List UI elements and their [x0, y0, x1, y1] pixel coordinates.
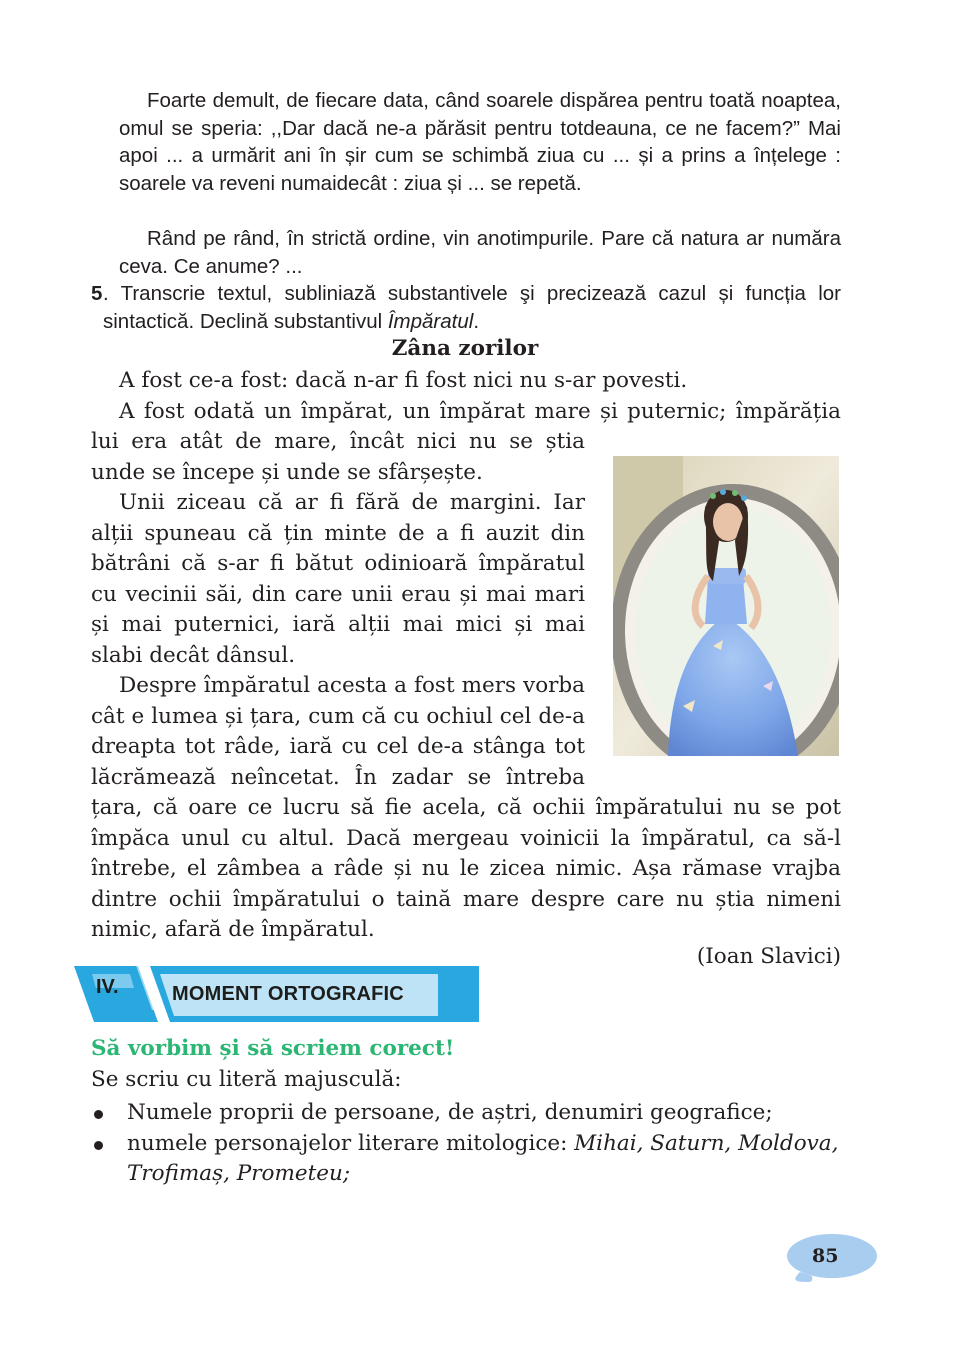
- exercise-paragraph-1: Foarte demult, de fiecare data, când soarele dispărea pentru toată noaptea, omul se speria: ,,Dar dacă ne-a părăsit pentru totdeauna, ce ne facem?” Mai apoi ... a urmărit ani în șir cum se schimbă ziua cu ... și a prins a înțelege : soarele va reveni numaidecât : ziua și ... se repetă.: [119, 89, 841, 195]
- exercise-5-word: Împăratul: [387, 309, 474, 333]
- bullet-icon: [94, 1110, 103, 1119]
- story-paragraph-4-part2: țara, că oare ce lucru să fie acela, că ochii împăratului nu se pot împăca unul cu altul. Dacă mergeau voinicii la împăratul, ca să-l întrebe, el zâmbea a râde și nu le zicea nimic. Așa rămase vrajba dintre ochii împăratului o taină mare despre care nu știa nimeni nimic, afară de împăratul.: [91, 795, 841, 942]
- story-full-width-top: [91, 366, 841, 427]
- story-paragraph-4-part1: Despre împăratul acesta a fost mers vorba cât e lumea și țara, cum că cu ochiul cel de-a dreapta tot râde, iară cu cel de-a stânga tot lăcrămează neîncetat. În zadar se întreba: [91, 673, 585, 790]
- section-label: MOMENT ORTOGRAFIC: [172, 983, 404, 1005]
- exercise-number: 5: [91, 282, 103, 305]
- page-number: 85: [812, 1245, 839, 1267]
- story-title: Zâna zorilor: [391, 336, 539, 361]
- exercise-5-text: . Transcrie textul, subliniază substantivele şi precizează cazul și funcția lor sintactică. Declină substantivul: [103, 282, 841, 333]
- exercise-paragraph-2: Rând pe rând, în strictă ordine, vin anotimpurile. Pare că natura ar număra ceva. Ce anume? ...: [119, 227, 841, 278]
- rule-list: [91, 1098, 851, 1190]
- list-item-text: numele personajelor literare mitologice:: [127, 1130, 575, 1156]
- story-paragraph-1: A fost ce-a fost: dacă n-ar fi fost nici nu s-ar povesti.: [119, 368, 688, 393]
- rule-heading: Să vorbim și să scriem corect!: [91, 1036, 455, 1061]
- story-paragraph-2-rest: lui era atât de mare, încât nici nu se știa unde se începe și unde se sfârșește.: [91, 429, 585, 485]
- list-item: [91, 1098, 851, 1129]
- story-column: [91, 427, 585, 793]
- story-full-width-bottom: [91, 793, 841, 946]
- exercise-5-end: .: [473, 309, 480, 333]
- girl-in-blue-dress-illustration: [613, 456, 839, 756]
- list-item: [91, 1129, 851, 1190]
- story-author: (Ioan Slavici): [696, 944, 841, 969]
- exercise-5-instruction: [103, 280, 841, 335]
- section-number: IV.: [96, 976, 119, 998]
- story-paragraph-3: Unii ziceau că ar fi fără de margini. Iar alții spuneau că țin minte de a fi auzit din bătrâni că s-ar fi bătut odinioară împăratul cu vecinii săi, din care unii erau și mai mari și mai puternici, iară alții mai mici și mai slabi decât dânsul.: [91, 490, 585, 668]
- story-paragraph-2-line1: A fost odată un împărat, un împărat mare și puternic; împărăția: [119, 398, 841, 424]
- rule-intro: Se scriu cu literă majusculă:: [91, 1067, 402, 1092]
- list-item-text: Numele proprii de persoane, de aștri, denumiri geografice;: [127, 1100, 773, 1125]
- list-item-examples: Mihai, Saturn, Moldova, Trofimaș, Prometeu;: [127, 1130, 839, 1186]
- bullet-icon: [94, 1141, 103, 1150]
